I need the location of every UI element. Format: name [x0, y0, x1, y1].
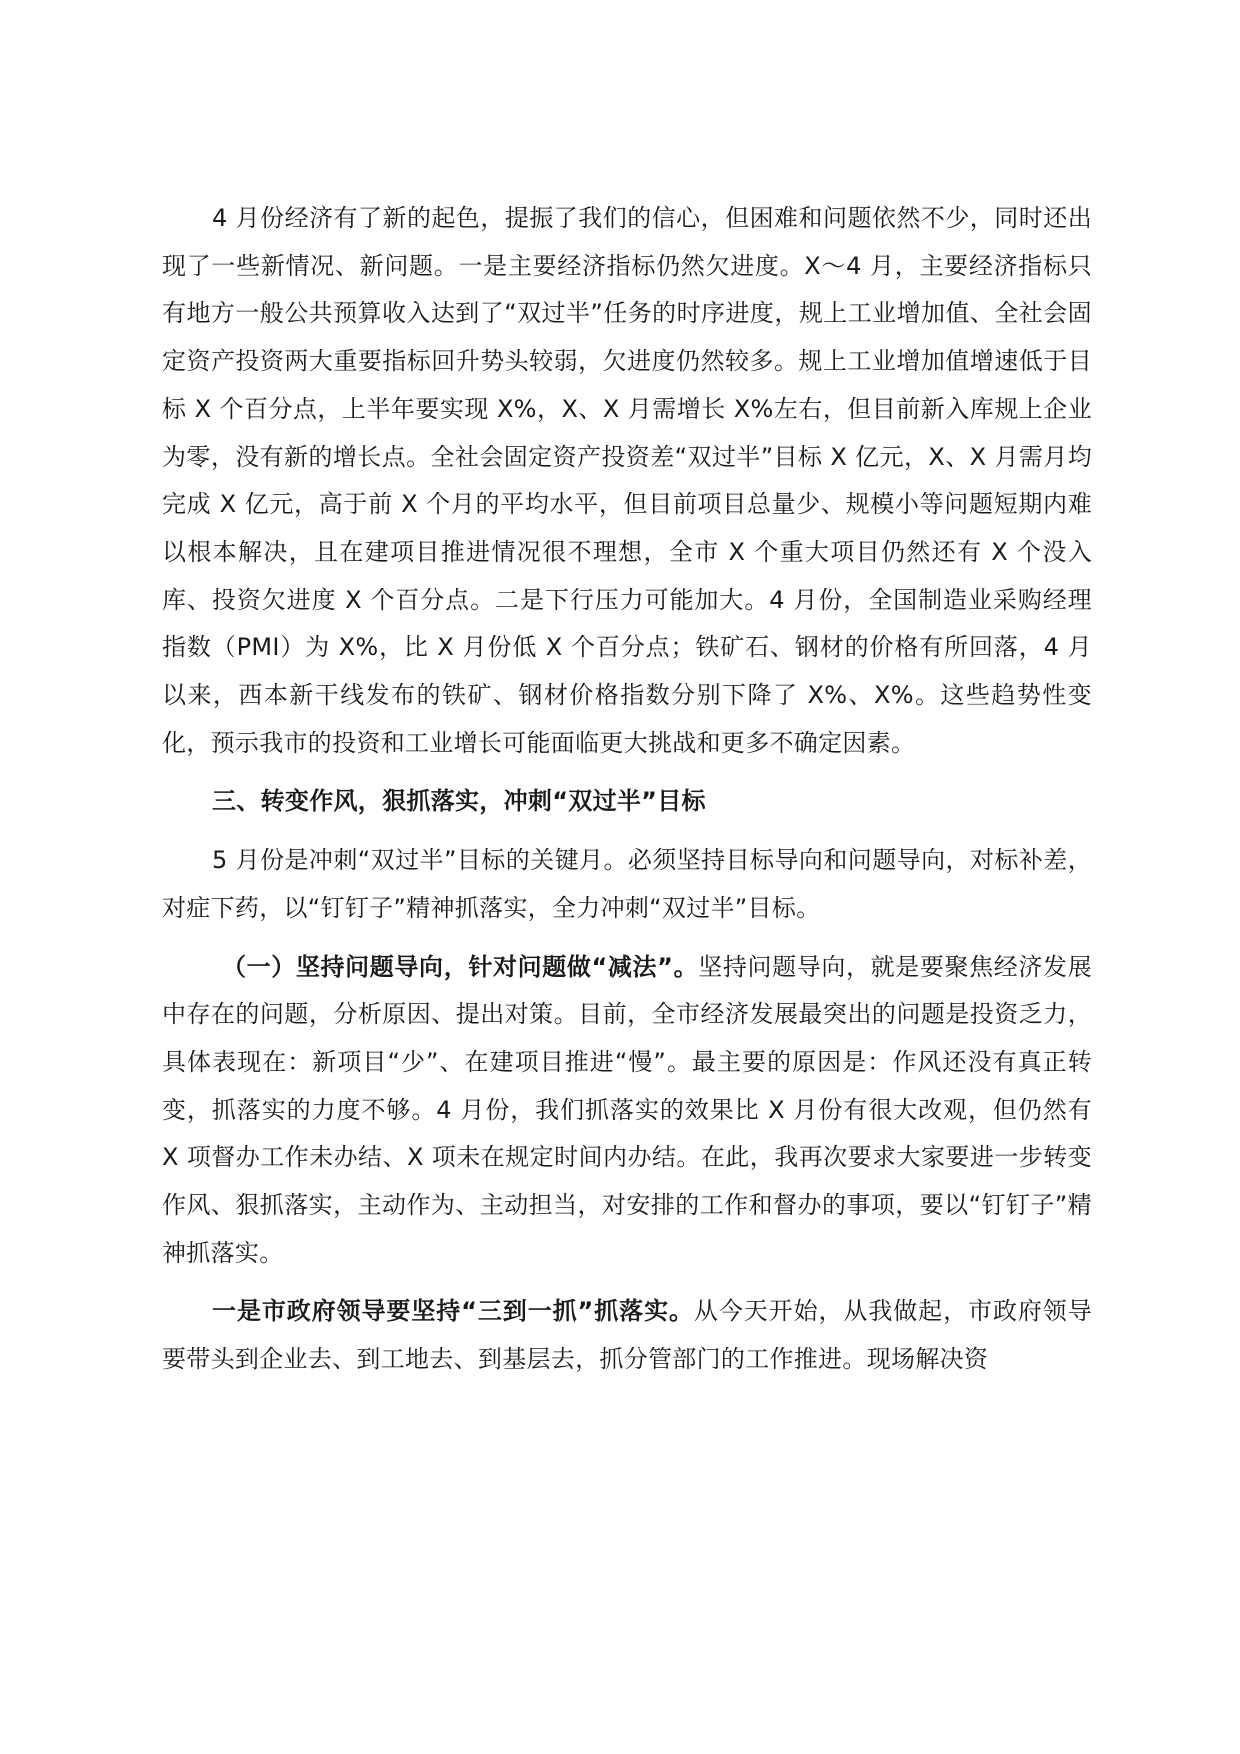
subheading-inline: 一是市政府领导要坚持“三到一抓”抓落实。: [212, 1297, 694, 1326]
subheading-inline: （一）坚持问题导向，针对问题做“减法”。: [222, 952, 699, 981]
body-paragraph: 4 月份经济有了新的起色，提振了我们的信心，但困难和问题依然不少，同时还出现了一些新情况、新问题。一是主要经济指标仍然欠进度。X～4 月，主要经济指标只有地方一般公共预算收入达到了“双过半”任务的时序进度，规上工业增加值、全社会固定资产投资两大重要指标回升势头较弱，欠进度仍然较多。规上工业增加值增速低于目标 X 个百分点，上半年要实现 X%，X、X 月需增长 X%左右，但目前新入库规上企业为零，没有新的增长点。全社会固定资产投资差“双过半”目标 X 亿元，X、X 月需月均完成 X 亿元，高于前 X 个月的平均水平，但目前项目总量少、规模小等问题短期内难以根本解决，且在建项目推进情况很不理想，全市 X 个重大项目仍然还有 X 个没入库、投资欠进度 X 个百分点。二是下行压力可能加大。4 月份，全国制造业采购经理指数（PMI）为 X%，比 X 月份低 X 个百分点；铁矿石、钢材的价格有所回落，4 月以来，西本新干线发布的铁矿、钢材价格指数分别下降了 X%、X%。这些趋势性变化，预示我市的投资和工业增长可能面临更大挑战和更多不确定因素。: [162, 204, 1092, 757]
body-paragraph: [162, 944, 1092, 1278]
body-paragraph: [162, 1288, 1092, 1383]
body-paragraph: 5 月份是冲刺“双过半”目标的关键月。必须坚持目标导向和问题导向，对标补差，对症下药，以“钉钉子”精神抓落实，全力冲刺“双过半”目标。: [162, 846, 1092, 922]
paragraph-text: 坚持问题导向，就是要聚焦经济发展中存在的问题，分析原因、提出对策。目前，全市经济发展最突出的问题是投资乏力，具体表现在：新项目“少”、在建项目推进“慢”。最主要的原因是：作风还没有真正转变，抓落实的力度不够。4 月份，我们抓落实的效果比 X 月份有很大改观，但仍然有 X 项督办工作未办结、X 项未在规定时间内办结。在此，我再次要求大家要进一步转变作风、狠抓落实，主动作为、主动担当，对安排的工作和督办的事项，要以“钉钉子”精神抓落实。: [162, 952, 1092, 1267]
paragraph-text: 从今天开始，从我做起，市政府领导要带头到企业去、到工地去、到基层去，抓分管部门的工作推进。现场解决资: [162, 1297, 1092, 1374]
document-page: [162, 195, 1092, 1384]
section-heading: 三、转变作风，狠抓落实，冲刺“双过半”目标: [212, 787, 706, 816]
